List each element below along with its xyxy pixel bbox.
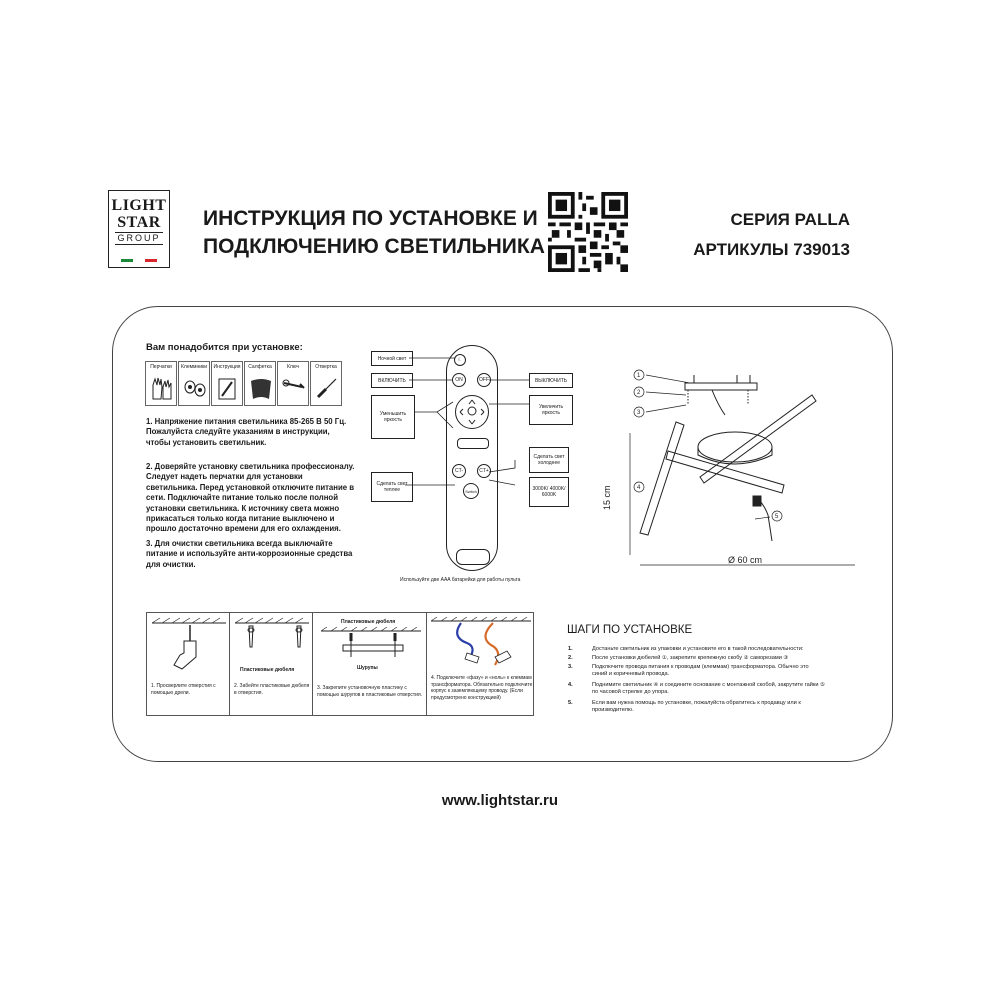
step-text-4: Поднимите светильник ④ и соедините основание с монтажной скобой, закрутите гайки ⑤ по часовой стрелке до упора. bbox=[592, 682, 826, 695]
tools-heading: Вам понадобится при установке: bbox=[146, 342, 303, 353]
screws-label: Шурупы bbox=[357, 665, 378, 671]
turn-on-label: ВКЛЮЧИТЬ bbox=[371, 373, 413, 388]
step-3-caption: 3. Закрепите установочную пластину с помощью шурупов в пластиковые отверстия. bbox=[317, 685, 423, 698]
wiring-icon bbox=[431, 617, 531, 673]
color-temperature-label: 3000K/ 4000K/ 6000K bbox=[529, 477, 569, 507]
manual-icon bbox=[216, 375, 240, 401]
tool-manual bbox=[211, 361, 243, 406]
step-4-caption: 4. Подключите «фазу» и «ноль» к клеммам трансформатора. Обязательно подключите корпус к заземляющему проводу. (Если предусмотрено конструкцией) bbox=[431, 675, 533, 701]
increase-brightness-label: Увеличить яркость bbox=[529, 395, 573, 425]
step-cell-wiring bbox=[426, 612, 534, 716]
tool-label: Отвертка bbox=[315, 364, 337, 370]
warmer-light-label: Сделать свет теплее bbox=[371, 472, 413, 502]
step-num-1: 1. bbox=[568, 646, 573, 652]
step-cell-plate bbox=[312, 612, 427, 716]
italian-flag-strip bbox=[121, 259, 157, 262]
step-2-caption: 2. Забейте пластиковые дюбеля в отверстия. bbox=[234, 683, 310, 696]
instruction-1: 1. Напряжение питания светильника 85-265 В 50 Гц. Пожалуйста следуйте указаниям в инструкции, чтобы установить светильник. bbox=[146, 417, 347, 447]
tool-label: Ключ bbox=[286, 364, 300, 370]
terminal-block-icon bbox=[183, 375, 207, 401]
tool-wrench bbox=[277, 361, 309, 406]
dowels-label: Пластиковые дюбеля bbox=[240, 667, 295, 673]
screwdriver-icon bbox=[315, 375, 339, 401]
tool-cloth bbox=[244, 361, 276, 406]
step-1-caption: 1. Просверлите отверстия с помощью дрели. bbox=[151, 683, 216, 696]
gloves-icon bbox=[150, 375, 174, 401]
marker-4: 4 bbox=[637, 485, 641, 491]
decrease-brightness-label: Уменьшить яркость bbox=[371, 395, 415, 439]
marker-2: 2 bbox=[637, 390, 641, 396]
tool-label: Салфетка bbox=[248, 364, 272, 370]
instruction-2: 2. Доверяйте установку светильника профессионалу. Следует надеть перчатки для установки светильника. Перед установкой отключите питание в сети. Подключайте питание только после полной установки светильника. К источнику света можно прикасаться только когда питание выключено и прошло достаточно времени для его охлаждения. bbox=[146, 462, 355, 534]
diameter-label: Ø 60 cm bbox=[728, 555, 763, 565]
dowels-icon bbox=[235, 617, 309, 667]
step-text-2: После установки дюбелей ①, закрепите крепежную скобу ② саморезами ③ bbox=[592, 655, 789, 661]
night-light-button: ☾ bbox=[454, 354, 466, 366]
series-name: СЕРИЯ PALLA bbox=[730, 210, 850, 229]
logo-line-1: LIGHT bbox=[111, 197, 167, 214]
wrench-icon bbox=[282, 375, 306, 401]
night-light-label: Ночной свет bbox=[371, 351, 413, 366]
switch-button: Switch bbox=[463, 483, 479, 499]
brand-logo bbox=[108, 190, 170, 268]
step-num-4: 4. bbox=[568, 682, 573, 688]
qr-code-icon bbox=[548, 192, 628, 272]
tool-screwdriver bbox=[310, 361, 342, 406]
tool-terminals bbox=[178, 361, 210, 406]
battery-caption: Используйте две AAA батарейки для работы пульта bbox=[400, 577, 521, 583]
step-num-5: 5. bbox=[568, 700, 573, 706]
mounting-plate-icon bbox=[321, 627, 421, 667]
step-cell-drill bbox=[146, 612, 230, 716]
step-text-5: Если вам нужна помощь по установке, пожалуйста обратитесь к продавцу или к производителю. bbox=[592, 700, 801, 713]
document-title bbox=[203, 205, 545, 261]
battery-cover bbox=[456, 549, 490, 565]
cloth-icon bbox=[249, 375, 273, 401]
plate-dowels-label: Пластиковые дюбеля bbox=[341, 619, 396, 625]
step-num-3: 3. bbox=[568, 664, 573, 670]
drill-icon bbox=[152, 617, 226, 677]
on-button: ON bbox=[452, 373, 466, 387]
tool-label: Перчатки bbox=[150, 364, 172, 370]
tool-label: Клеммники bbox=[180, 364, 208, 370]
article-number: АРТИКУЛЫ 739013 bbox=[693, 240, 850, 259]
instruction-3: 3. Для очистки светильника всегда выключайте питание и используйте анти-коррозионные средства для очистки. bbox=[146, 539, 353, 569]
turn-off-label: ВЫКЛЮЧИТЬ bbox=[529, 373, 573, 388]
height-label: 15 cm bbox=[602, 485, 612, 510]
tools-list bbox=[145, 361, 345, 406]
logo-line-3: GROUP bbox=[115, 232, 163, 245]
ct-plus-button: CT+ bbox=[477, 464, 491, 478]
tool-label: Инструкция bbox=[213, 364, 241, 370]
off-button: OFF bbox=[477, 373, 491, 387]
logo-line-2: STAR bbox=[117, 214, 161, 231]
title-line-1: ИНСТРУКЦИЯ ПО УСТАНОВКЕ И bbox=[203, 207, 538, 230]
marker-3: 3 bbox=[637, 410, 641, 416]
fixture-diagram bbox=[600, 355, 860, 575]
website-link[interactable]: www.lightstar.ru bbox=[441, 792, 559, 809]
ct-minus-button: CT- bbox=[452, 464, 466, 478]
colder-light-label: Сделать свет холоднее bbox=[529, 447, 569, 473]
tool-gloves bbox=[145, 361, 177, 406]
title-line-2: ПОДКЛЮЧЕНИЮ СВЕТИЛЬНИКА bbox=[203, 235, 545, 258]
step-num-2: 2. bbox=[568, 655, 573, 661]
marker-5: 5 bbox=[775, 514, 779, 520]
marker-1: 1 bbox=[637, 373, 641, 379]
step-text-1: Достаньте светильник из упаковки и установите его в такой последовательности: bbox=[592, 646, 804, 652]
step-text-3: Подключите провода питания к проводам (клеммам) трансформатора. Обычно это синий и коричневый провода. bbox=[592, 664, 809, 677]
series-info bbox=[693, 205, 850, 265]
install-steps-title: ШАГИ ПО УСТАНОВКЕ bbox=[567, 624, 693, 636]
step-cell-dowels bbox=[229, 612, 313, 716]
